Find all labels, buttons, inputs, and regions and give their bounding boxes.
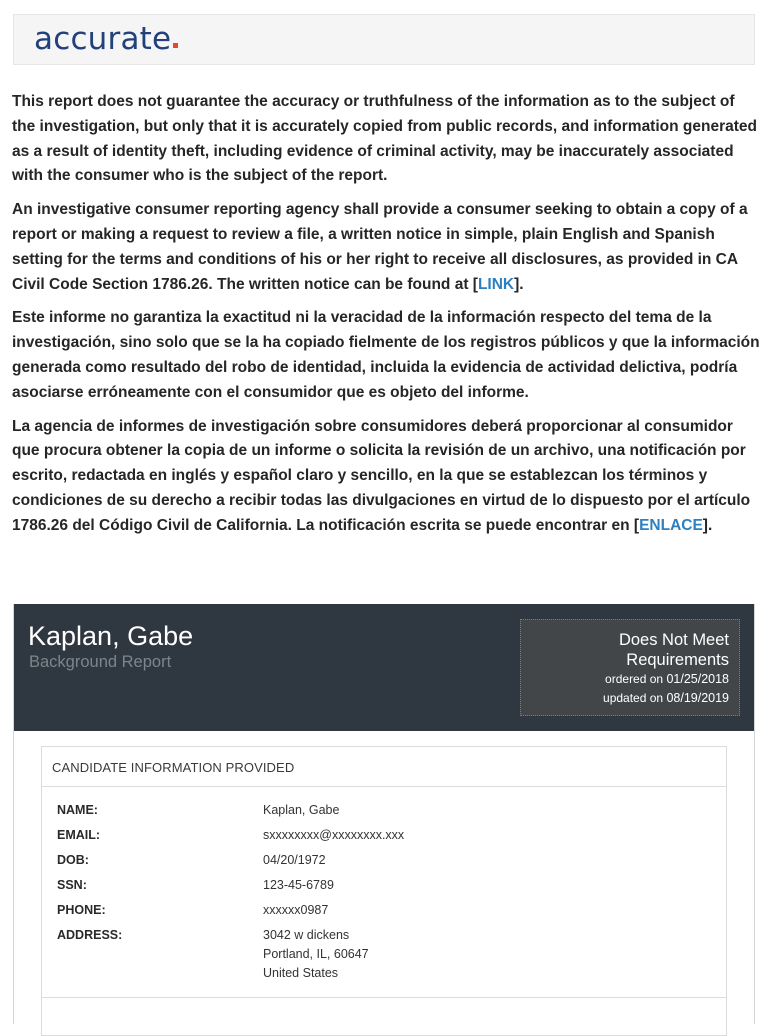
info-value: 123-45-6789 xyxy=(263,878,334,892)
status-label-line1: Does Not Meet xyxy=(618,631,729,649)
ordered-on xyxy=(521,670,729,689)
report-type: Background Report xyxy=(29,653,172,671)
candidate-name: Kaplan, Gabe xyxy=(28,621,194,651)
disclosure-link-es[interactable]: ENLACE xyxy=(639,516,703,534)
info-row-phone xyxy=(57,901,717,926)
accurate-logo[interactable] xyxy=(34,21,178,57)
disclaimer-text: An investigative consumer reporting agency shall provide a consumer seeking to obtain a copy of a report or making a request to review a file, a written notice in simple, plain English and Spanish setting for the terms and conditions of his or her right to receive all disclosures, as provided in CA Civil Code Section 1786.26. The written notice can be found at [ xyxy=(12,201,748,293)
info-row-email xyxy=(57,826,717,851)
report-header xyxy=(14,604,754,731)
info-label: PHONE: xyxy=(57,903,106,917)
info-row-dob xyxy=(57,851,717,876)
status-label-line2: Requirements xyxy=(626,651,729,669)
address-line-2: Portland, IL, 60647 xyxy=(263,947,369,961)
disclaimer-text: La agencia de informes de investigación sobre consumidores deberá proporcionar al consumidor que procura obtener la copia de un informe o solicita la revisión de un archivo, una notificación por escrito, redactada en inglés y español claro y sencillo, en la que se establezcan los términos y condiciones de su derecho a recibir todas las divulgaciones en virtud de lo dispuesto por el artículo 1786.26 del Código Civil de California. La notificación escrita se puede encontrar en [ xyxy=(12,417,751,534)
disclaimer-paragraph-es-1: Este informe no garantiza la exactitud ni la veracidad de la información respecto del tema de la investigación, sino solo que se la ha copiado fielmente de los registros públicos y que la información generada como resultado del robo de identidad, incluida la evidencia de actividad delictiva, podría asociarse erróneamente con el consumidor que es objeto del informe. xyxy=(12,309,760,401)
info-label: EMAIL: xyxy=(57,828,101,842)
logo-text: accurate xyxy=(34,21,172,57)
disclaimer-text: ]. xyxy=(702,516,713,534)
legal-disclaimer xyxy=(12,90,760,548)
candidate-info-title: CANDIDATE INFORMATION PROVIDED xyxy=(42,747,726,787)
report-status-box xyxy=(520,619,740,716)
logo-dot-icon xyxy=(173,43,178,48)
info-label: DOB: xyxy=(57,853,89,867)
background-report-panel xyxy=(13,604,755,1024)
address-line-1: 3042 w dickens xyxy=(263,928,350,942)
disclaimer-paragraph-en-2 xyxy=(12,198,760,297)
info-label: SSN: xyxy=(57,878,87,892)
disclaimer-text: ]. xyxy=(514,275,524,293)
info-value: sxxxxxxxx@xxxxxxxx.xxx xyxy=(263,828,405,842)
candidate-info-list xyxy=(57,801,717,996)
info-row-name xyxy=(57,801,717,826)
updated-label: updated on xyxy=(603,691,664,705)
info-label: ADDRESS: xyxy=(57,928,123,942)
address-line-3: United States xyxy=(263,966,339,980)
info-label: NAME: xyxy=(57,803,98,817)
info-row-address xyxy=(57,926,717,996)
updated-date: 08/19/2019 xyxy=(666,691,729,705)
info-value: xxxxxx0987 xyxy=(263,903,329,917)
info-value: 04/20/1972 xyxy=(263,853,326,867)
candidate-info-card xyxy=(41,746,727,1036)
disclaimer-paragraph-en-1: This report does not guarantee the accuracy or truthfulness of the information as to the subject of the investigation, but only that it is accurately copied from public records, and information generated as a result of identity theft, including evidence of criminal activity, may be inaccurately associated with the consumer who is the subject of the report. xyxy=(12,93,757,185)
disclaimer-paragraph-es-2 xyxy=(12,415,760,539)
info-row-ssn xyxy=(57,876,717,901)
header-logo-bar xyxy=(13,14,755,65)
ordered-date: 01/25/2018 xyxy=(666,672,729,686)
address-value xyxy=(263,926,369,983)
ordered-label: ordered on xyxy=(605,672,664,686)
updated-on xyxy=(521,689,729,708)
info-value: Kaplan, Gabe xyxy=(263,803,340,817)
disclosure-link[interactable]: LINK xyxy=(477,275,515,293)
section-divider xyxy=(42,997,726,998)
